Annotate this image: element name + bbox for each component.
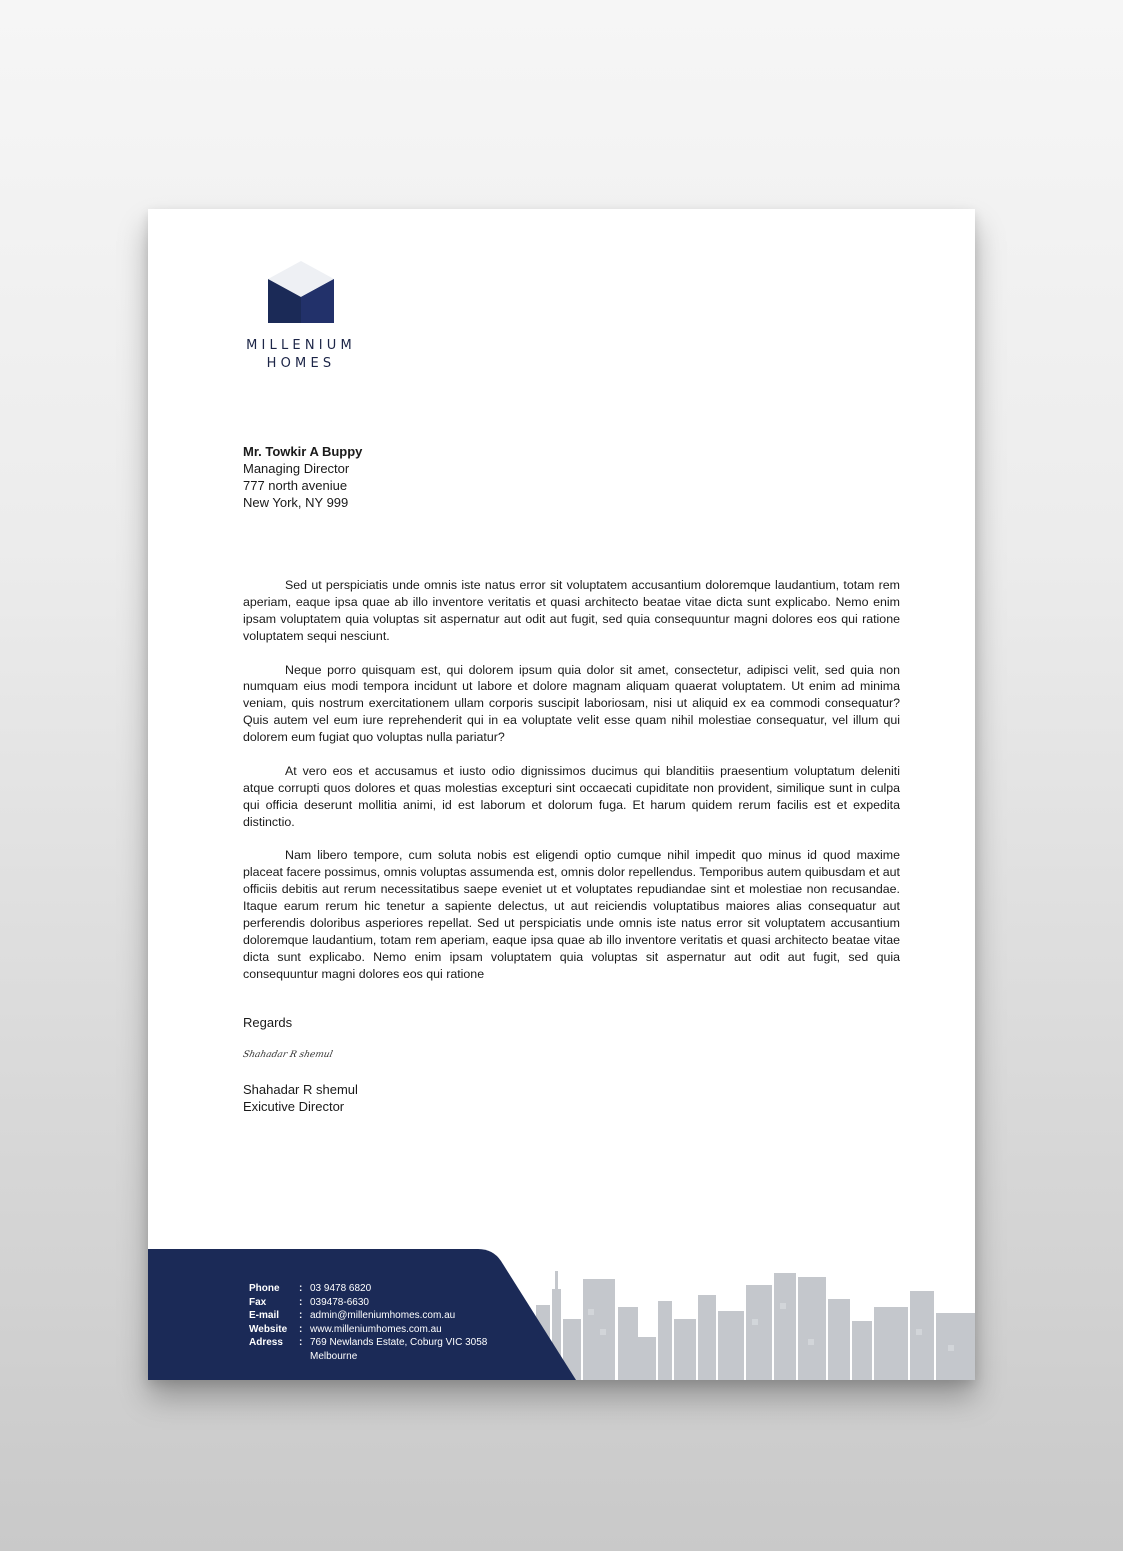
contact-label	[249, 1350, 299, 1364]
contact-row-address-city	[249, 1350, 487, 1364]
recipient-street: 777 north aveniue	[243, 478, 348, 493]
brand-name: MILLENIUM	[246, 338, 356, 353]
contact-label: E-mail	[249, 1310, 280, 1322]
company-logo	[236, 259, 366, 379]
letter-paragraph: Nam libero tempore, cum soluta nobis est eligendi optio cumque nihil impedit quo minus id quod maxime placeat facere possimus, omnis voluptas assumenda est, omnis dolor repellendus. Temporibus autem quibusdam et aut officiis debitis aut rerum necessitatibus saepe eveniet ut et voluptates repudiandae sint et molestiae non recusandae. Itaque earum rerum hic tenetur a sapiente delectus, ut aut reiciendis voluptatibus maiores alias consequatur aut perferendis doloribus asperiores repellat. Sed ut perspiciatis unde omnis iste natus error sit voluptatem accusantium doloremque laudantium, totam rem aperiam, eaque ipsa quae ab illo inventore veritatis et quasi architecto beatae vitae dicta sunt explicabo. Nemo enim ipsam voluptatem quia voluptas sit aspernatur aut odit aut fugit, sed quia consequuntur magni dolores eos qui ratione	[243, 848, 900, 981]
contact-details	[249, 1282, 487, 1364]
contact-phone: 03 9478 6820	[310, 1283, 372, 1294]
city-skyline-icon	[536, 1271, 975, 1380]
signer-block	[243, 1081, 358, 1115]
contact-row-website: Website : www.milleniumhomes.com.au	[249, 1323, 442, 1335]
recipient-name: Mr. Towkir A Buppy	[243, 444, 363, 459]
letterhead-page	[148, 209, 975, 1380]
contact-row-email: E-mail : admin@milleniumhomes.com.au	[249, 1310, 456, 1322]
contact-email: admin@milleniumhomes.com.au	[310, 1310, 456, 1322]
contact-address: 769 Newlands Estate, Coburg VIC 3058	[310, 1337, 488, 1349]
letterhead-footer	[148, 1249, 975, 1380]
house-roof-icon	[264, 259, 338, 325]
brand-subname: HOMES	[266, 356, 336, 371]
contact-label: Adress	[249, 1337, 283, 1349]
letter-closing: Regards	[243, 1015, 293, 1030]
contact-label: Phone	[249, 1283, 280, 1294]
signer-name: Shahadar R shemul	[243, 1082, 358, 1097]
letter-body	[243, 577, 900, 1000]
recipient-city: New York, NY 999	[243, 495, 349, 510]
contact-row-fax: Fax : 039478-6630	[249, 1296, 369, 1308]
contact-row-phone: Phone : 03 9478 6820	[249, 1283, 372, 1294]
recipient-title: Managing Director	[243, 461, 350, 476]
contact-label: Website	[249, 1323, 288, 1335]
recipient-address-block	[243, 443, 362, 511]
contact-label: Fax	[249, 1296, 267, 1308]
contact-address-city: Melbourne	[310, 1350, 358, 1362]
contact-row-address: Adress : 769 Newlands Estate, Coburg VIC 3058	[249, 1337, 488, 1349]
letter-paragraph: Sed ut perspiciatis unde omnis iste natus error sit voluptatem accusantium doloremque laudantium, totam rem aperiam, eaque ipsa quae ab illo inventore veritatis et quasi architecto beatae vitae dicta sunt explicabo. Nemo enim ipsam voluptatem quia voluptas sit aspernatur aut odit aut fugit, sed quia consequuntur magni dolores eos qui ratione voluptatem sequi nesciunt.	[243, 578, 900, 643]
contact-website: www.milleniumhomes.com.au	[310, 1323, 442, 1335]
letter-paragraph: Neque porro quisquam est, qui dolorem ipsum quia dolor sit amet, consectetur, adipisci velit, sed quia non numquam eius modi tempora incidunt ut labore et dolore magnam aliquam quaerat voluptatem. Ut enim ad minima veniam, quis nostrum exercitationem ullam corporis suscipit laboriosam, nisi ut aliquid ex ea commodi consequatur? Quis autem vel eum iure reprehenderit qui in ea voluptate velit esse quam nihil molestiae consequatur, vel illum qui dolorem eum fugiat quo voluptas nulla pariatur?	[243, 662, 900, 745]
contact-fax: 039478-6630	[310, 1296, 369, 1308]
signer-title: Exicutive Director	[243, 1099, 345, 1114]
handwritten-signature: Shahadar R shemul	[241, 1050, 334, 1060]
letter-paragraph: At vero eos et accusamus et iusto odio dignissimos ducimus qui blanditiis praesentium voluptatum deleniti atque corrupti quos dolores et quas molestias excepturi sint occaecati cupiditate non provident, similique sunt in culpa qui officia deserunt mollitia animi, id est laborum et dolorum fuga. Et harum quidem rerum facilis est et expedita distinctio.	[243, 763, 900, 829]
